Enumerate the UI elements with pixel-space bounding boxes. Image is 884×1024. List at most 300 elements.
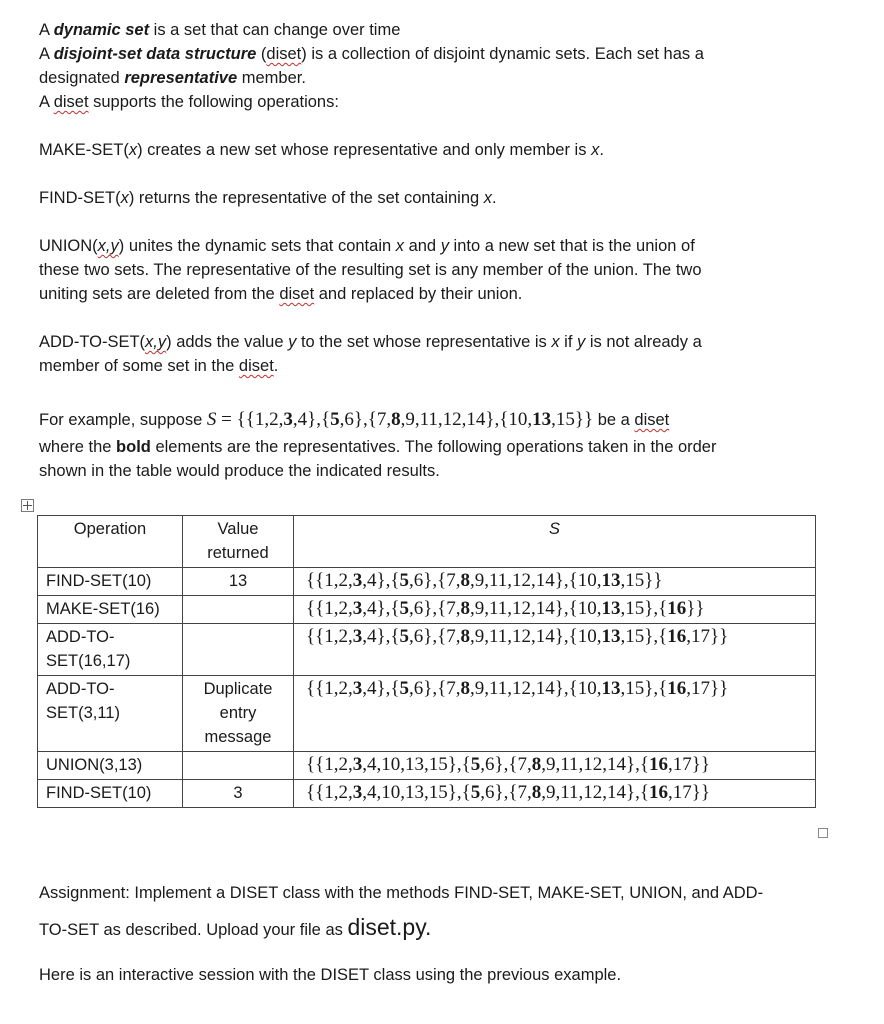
representative-element: 8 (460, 678, 470, 699)
op-union: UNION(x,y) unites the dynamic sets that contain x and y into a new set that is the union of (39, 237, 695, 255)
set-element: , (333, 598, 339, 619)
set-element: , (555, 782, 561, 803)
set-element: 7 (446, 598, 456, 619)
set-element: , (362, 598, 367, 619)
assignment-filename: diset.py. (347, 914, 432, 940)
cell-value (183, 624, 294, 676)
set-element: 6 (344, 409, 354, 430)
set-element: { (315, 782, 325, 803)
set-element: 15 (625, 570, 645, 591)
set-expression (306, 678, 728, 699)
set-element: , (376, 782, 382, 803)
set-element: 2 (338, 782, 348, 803)
representative-element: 13 (532, 409, 552, 430)
set-element: 2 (338, 570, 348, 591)
set-element: , (541, 782, 546, 803)
set-element: 6 (413, 626, 424, 647)
cell-value (183, 596, 294, 624)
set-element: } (710, 626, 720, 647)
set-element: , (686, 626, 692, 647)
representative-element: 3 (352, 598, 363, 619)
set-element: } (653, 570, 663, 591)
set-element: { (658, 598, 668, 619)
set-element: , (503, 754, 509, 775)
set-element: , (470, 598, 475, 619)
set-element: , (507, 598, 513, 619)
set-element: , (507, 570, 513, 591)
set-element: { (658, 626, 668, 647)
set-element: 2 (338, 598, 348, 619)
op-union-line-3: uniting sets are deleted from the diset and replaced by their union. (39, 285, 523, 303)
set-element: } (376, 570, 386, 591)
representative-element: 8 (460, 598, 470, 619)
set-element: { (437, 598, 447, 619)
spell-mark: diset (238, 357, 274, 375)
set-element: 7 (446, 570, 456, 591)
set-element: , (264, 409, 270, 430)
set-element: , (602, 754, 608, 775)
set-element: 4 (367, 570, 377, 591)
set-element: } (423, 570, 433, 591)
set-element: 12 (512, 626, 532, 647)
set-element: { (639, 754, 650, 775)
set-element: , (484, 598, 489, 619)
set-element: , (362, 409, 368, 430)
assignment-line-2: TO-SET as described. Upload your file as diset.py. (39, 914, 432, 940)
representative-element: 13 (601, 626, 621, 647)
set-element: , (602, 782, 608, 803)
set-element: , (456, 782, 462, 803)
set-element: 12 (583, 754, 603, 775)
set-element: { (390, 678, 400, 699)
set-element: , (635, 754, 640, 775)
session-intro: Here is an interactive session with the DISET class using the previous example. (39, 966, 622, 984)
representative-element: 16 (649, 754, 669, 775)
set-element: , (563, 626, 569, 647)
assignment-line-1: Assignment: Implement a DISET class with the methods FIND-SET, MAKE-SET, UNION, and ADD- (39, 884, 764, 902)
cell-operation: UNION(3,13) (38, 752, 183, 780)
set-element: { (315, 598, 325, 619)
set-element: { (315, 754, 325, 775)
set-element: 7 (517, 754, 527, 775)
set-element: } (494, 782, 504, 803)
set-expression (306, 626, 728, 647)
set-element: } (353, 409, 363, 430)
set-element: { (658, 678, 668, 699)
set-element: { (306, 570, 316, 591)
set-element: } (554, 570, 564, 591)
set-element: } (494, 754, 504, 775)
term-disjoint-set: disjoint-set data structure (53, 45, 257, 63)
set-element: } (376, 678, 386, 699)
representative-element: 3 (352, 782, 363, 803)
op-add-line-2: member of some set in the diset. (39, 357, 279, 375)
set-element: 10 (577, 678, 597, 699)
set-element: 1 (324, 570, 334, 591)
spell-mark: diset (634, 411, 670, 429)
set-element: 7 (517, 782, 527, 803)
set-element: , (409, 678, 414, 699)
set-element: , (596, 570, 602, 591)
set-element: , (668, 782, 673, 803)
set-element: 12 (583, 782, 603, 803)
set-element: 6 (485, 754, 495, 775)
set-element: , (480, 782, 485, 803)
set-element: , (653, 598, 659, 619)
set-element: { (306, 626, 316, 647)
set-element: 9 (405, 409, 415, 430)
set-element: 12 (512, 598, 532, 619)
set-element: , (424, 754, 429, 775)
representative-element: 8 (460, 570, 470, 591)
set-element: , (620, 598, 626, 619)
set-element: , (385, 678, 391, 699)
set-element: , (527, 409, 533, 430)
set-element: , (362, 570, 367, 591)
set-element: } (447, 754, 457, 775)
set-element: { (437, 570, 447, 591)
set-element: 7 (446, 626, 456, 647)
set-element: } (376, 626, 386, 647)
set-element: } (700, 754, 711, 775)
set-element: { (568, 626, 578, 647)
set-element: 15 (625, 626, 645, 647)
set-element: 11 (560, 782, 579, 803)
set-element: , (635, 782, 640, 803)
set-element: 7 (376, 409, 387, 430)
set-element: , (470, 678, 475, 699)
set-element: , (596, 626, 602, 647)
intro-line-4: A diset supports the following operations: (39, 93, 339, 111)
set-element: } (626, 782, 636, 803)
set-element: } (376, 598, 386, 619)
set-element: 2 (338, 678, 348, 699)
set-element: , (484, 678, 489, 699)
intro-line-1: A dynamic set is a set that can change over time (39, 21, 401, 39)
set-element: 9 (474, 570, 485, 591)
set-element: 15 (428, 754, 448, 775)
table-move-handle-icon[interactable] (21, 499, 34, 512)
set-element: 15 (625, 598, 645, 619)
set-element: 15 (428, 782, 448, 803)
set-element: , (333, 678, 339, 699)
set-element: , (578, 782, 584, 803)
set-element: 1 (324, 754, 334, 775)
set-element: { (245, 409, 255, 430)
set-element: 10 (577, 570, 597, 591)
set-element: , (531, 678, 536, 699)
set-element: , (578, 754, 584, 775)
set-element: { (461, 782, 471, 803)
set-element: } (644, 598, 654, 619)
set-expression (306, 570, 663, 591)
set-element: 4 (297, 409, 308, 430)
set-element: 17 (672, 782, 692, 803)
set-element: } (485, 409, 495, 430)
representative-element: 3 (352, 678, 363, 699)
set-element: 14 (535, 678, 555, 699)
set-element: 14 (535, 626, 555, 647)
set-element: } (695, 598, 705, 619)
set-element: , (348, 626, 353, 647)
set-element: 4 (367, 782, 377, 803)
representative-element: 5 (399, 626, 409, 647)
set-element: 1 (324, 598, 334, 619)
representative-element: 5 (470, 754, 481, 775)
set-element: 9 (474, 626, 485, 647)
op-union-line-2: these two sets. The representative of the resulting set is any member of the union. The two (39, 261, 702, 279)
set-element: } (554, 598, 564, 619)
set-element: , (620, 626, 626, 647)
set-element: , (455, 598, 461, 619)
representative-element: 8 (391, 409, 401, 430)
representative-element: 13 (601, 598, 621, 619)
set-element: } (447, 782, 457, 803)
set-element: 6 (413, 570, 424, 591)
set-element: , (551, 409, 556, 430)
cell-operation: ADD-TO-SET(16,17) (38, 624, 183, 676)
set-element: , (409, 626, 414, 647)
set-element: , (653, 626, 659, 647)
table-row (38, 568, 816, 596)
set-element: , (278, 409, 284, 430)
set-element: 1 (324, 678, 334, 699)
set-symbol: S (206, 409, 217, 430)
operations-table (37, 515, 816, 808)
set-element: , (484, 626, 489, 647)
set-element: 11 (489, 626, 508, 647)
set-element: , (470, 570, 475, 591)
set-element: , (339, 409, 345, 430)
set-element: , (385, 626, 391, 647)
cell-value (183, 752, 294, 780)
set-element: , (400, 754, 405, 775)
cell-value: 13 (183, 568, 294, 596)
cell-set (294, 596, 816, 624)
set-element: , (400, 782, 405, 803)
set-element: , (362, 678, 367, 699)
set-element: 9 (546, 754, 556, 775)
document-body (39, 18, 829, 483)
set-element: { (390, 626, 400, 647)
set-element: , (596, 678, 602, 699)
representative-element: 5 (470, 782, 481, 803)
term-dynamic-set: dynamic set (53, 21, 150, 39)
set-element: , (470, 626, 475, 647)
header-value-returned: Value returned (183, 516, 294, 568)
representative-element: 8 (531, 782, 542, 803)
set-element: 11 (489, 678, 508, 699)
intro-line-2: A disjoint-set data structure (diset) is a collection of disjoint dynamic sets. Each set has a (39, 45, 704, 63)
set-element: { (306, 754, 316, 775)
set-element: , (531, 598, 536, 619)
table-resize-handle-icon[interactable] (818, 828, 828, 838)
set-expression (306, 598, 705, 619)
set-element: , (686, 678, 692, 699)
set-element: } (691, 754, 701, 775)
set-element: 14 (535, 570, 555, 591)
set-element: , (414, 409, 420, 430)
set-element: 10 (508, 409, 528, 430)
set-element: , (563, 570, 569, 591)
set-element: , (432, 598, 438, 619)
set-element: 11 (560, 754, 579, 775)
set-element: , (333, 782, 339, 803)
representative-element: 8 (460, 626, 470, 647)
set-element: } (423, 678, 433, 699)
set-element: , (432, 570, 438, 591)
set-element: } (574, 409, 584, 430)
set-element: 10 (577, 598, 597, 619)
representative-element: 13 (601, 570, 621, 591)
set-element: , (292, 409, 298, 430)
set-element: 6 (485, 782, 495, 803)
set-element: , (527, 754, 532, 775)
representative-element: 3 (283, 409, 293, 430)
set-element: 1 (324, 626, 334, 647)
set-element: , (348, 598, 353, 619)
set-element: , (455, 570, 461, 591)
representative-element: 5 (330, 409, 340, 430)
set-element: } (710, 678, 720, 699)
set-element: } (644, 678, 654, 699)
set-element: 2 (269, 409, 279, 430)
set-element: } (644, 570, 654, 591)
set-element: { (508, 754, 518, 775)
set-element: , (653, 678, 659, 699)
representative-element: 5 (399, 678, 409, 699)
cell-value: Duplicate entry message (183, 676, 294, 752)
example-set-expression (237, 409, 594, 430)
set-element: 10 (577, 626, 597, 647)
set-element: } (554, 626, 564, 647)
table-row (38, 752, 816, 780)
example-line-1: For example, suppose S = {{1,2,3,4},{5,6},{7,8,9,11,12,14},{10,13,15}} be a diset (39, 409, 670, 430)
set-element: 10 (381, 754, 401, 775)
set-element: , (503, 782, 509, 803)
representative-element: 5 (399, 598, 409, 619)
cell-set (294, 676, 816, 752)
set-element: 4 (367, 598, 377, 619)
set-element: } (626, 754, 636, 775)
set-element: , (555, 754, 561, 775)
set-element: , (409, 598, 414, 619)
set-element: 17 (672, 754, 692, 775)
set-element: } (423, 598, 433, 619)
set-element: 2 (338, 754, 348, 775)
cell-value: 3 (183, 780, 294, 808)
representative-element: 13 (601, 678, 621, 699)
set-element: 7 (446, 678, 456, 699)
set-element: 15 (625, 678, 645, 699)
set-element: 12 (442, 409, 462, 430)
set-element: , (507, 626, 513, 647)
set-element: { (461, 754, 471, 775)
set-element: , (456, 754, 462, 775)
set-element: 11 (489, 570, 508, 591)
set-element: , (527, 782, 532, 803)
set-element: , (333, 626, 339, 647)
set-element: , (596, 598, 602, 619)
set-element: , (333, 570, 339, 591)
set-element: 11 (419, 409, 438, 430)
set-element: , (348, 782, 353, 803)
cell-set (294, 624, 816, 676)
set-element: { (437, 678, 447, 699)
set-element: 12 (512, 570, 532, 591)
intro-line-3: designated representative member. (39, 69, 306, 87)
set-element: , (531, 626, 536, 647)
representative-element: 3 (352, 570, 363, 591)
representative-element: 5 (399, 570, 409, 591)
set-element: } (583, 409, 594, 430)
set-element: { (568, 570, 578, 591)
set-element: { (320, 409, 331, 430)
set-element: , (620, 678, 626, 699)
set-element: { (390, 598, 400, 619)
header-s: S (294, 516, 816, 568)
representative-element: 16 (667, 626, 687, 647)
table-row (38, 596, 816, 624)
set-element: } (554, 678, 564, 699)
set-element: , (348, 754, 353, 775)
set-element: 4 (367, 678, 377, 699)
set-expression (306, 754, 710, 775)
representative-element: 16 (667, 598, 687, 619)
set-element: } (719, 678, 729, 699)
set-element: } (307, 409, 317, 430)
set-element: 10 (381, 782, 401, 803)
set-element: 12 (512, 678, 532, 699)
set-element: { (508, 782, 518, 803)
set-element: , (455, 626, 461, 647)
set-element: { (306, 598, 316, 619)
representative-element: 3 (352, 626, 363, 647)
set-element: 1 (254, 409, 265, 430)
set-element: 6 (413, 598, 424, 619)
term-representative: representative (124, 69, 238, 87)
spell-mark: diset (279, 285, 315, 303)
spell-mark: diset (53, 93, 89, 111)
representative-element: 16 (649, 782, 669, 803)
intro-text-1: is a set that can change over time (149, 21, 401, 39)
set-element: , (531, 570, 536, 591)
set-element: , (494, 409, 500, 430)
set-element: , (362, 782, 367, 803)
op-add-to-set: ADD-TO-SET(x,y) adds the value y to the set whose representative is x if y is not already a (39, 333, 702, 351)
set-element: , (348, 678, 353, 699)
set-element: , (386, 409, 392, 430)
set-element: { (306, 782, 316, 803)
representative-element: 16 (667, 678, 687, 699)
set-element: 13 (405, 782, 424, 803)
set-element: 14 (607, 754, 627, 775)
set-element: { (437, 626, 447, 647)
example-line-3: shown in the table would produce the indicated results. (39, 462, 440, 480)
set-element: , (432, 678, 438, 699)
set-element: 17 (691, 626, 711, 647)
table-row (38, 676, 816, 752)
set-element: { (306, 678, 316, 699)
cell-operation: FIND-SET(10) (38, 780, 183, 808)
set-element: { (367, 409, 377, 430)
set-element: , (362, 626, 367, 647)
set-element: 4 (367, 626, 377, 647)
table-header-row (38, 516, 816, 568)
set-element: 4 (367, 754, 377, 775)
cell-set (294, 780, 816, 808)
set-element: } (423, 626, 433, 647)
